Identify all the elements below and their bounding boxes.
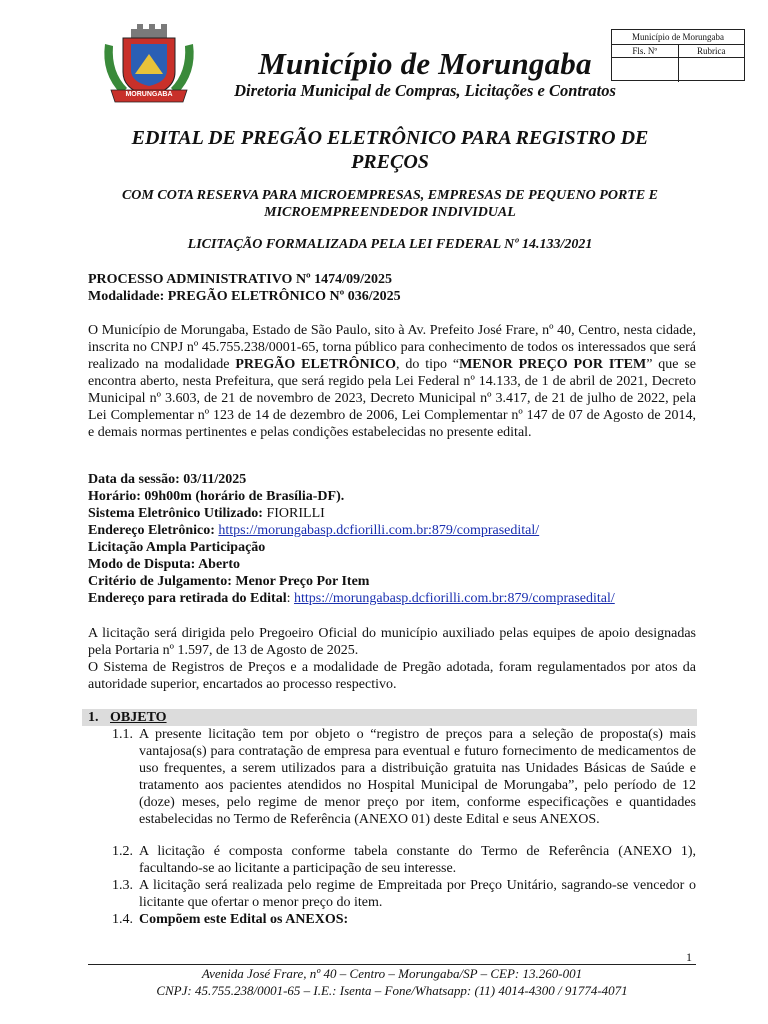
intro-text-e: ” que se encontra aberto, nesta Prefeitura, que será regido pela Lei Federal nº 14.133, de 1 de abril de 2021, Decreto Municipal nº 3.603, de 21 de novembro de 2023, Decreto Municipal nº 3.417, de 21 de julho de 2022, pela Lei Complementar nº 123 de 14 de dezembro de 2006, Lei Complementar nº 147 de 07 de Agosto de 2014, e demais normas pertinentes e pelas condições estabelecidas no presente edital. [88,357,696,440]
stamp-rubrica-cell [679,58,745,82]
cota-reserva-heading [80,187,700,221]
edital-title-line2: PREÇOS [351,151,429,173]
edital-title-line1: EDITAL DE PREGÃO ELETRÔNICO PARA REGISTRO DE [131,127,649,149]
retirada-line: Endereço para retirada do Edital: https://morungabasp.dcfiorilli.com.br:879/comprasedital/ [88,591,615,606]
system-label: Sistema Eletrônico Utilizado: [88,506,263,521]
department-subtitle: Diretoria Municipal de Compras, Licitações e Contratos [234,81,616,100]
list-item [112,911,696,928]
modalidade: Modalidade: PREGÃO ELETRÔNICO Nº 036/2025 [88,289,401,304]
system-line [88,505,615,522]
item-text: A licitação é composta conforme tabela constante do Termo de Referência (ANEXO 1), facultando-se ao licitante a participação de seu interesse. [139,844,696,876]
list-item [112,843,696,877]
intro-text-bold-pregao: PREGÃO ELETRÔNICO [235,357,397,372]
item-number: 1.2. [112,844,133,859]
item-text: A licitação será realizada pelo regime de Empreitada por Preço Unitário, sagrando-se vencedor o licitante que ofertar o menor preço do item. [139,878,696,910]
stamp-folio-label: Fls. Nº [612,45,679,57]
crest-banner-text: MORUNGABA [125,91,173,98]
stamp-folio-cell [612,58,679,82]
intro-paragraph [88,322,696,441]
item-text: A presente licitação tem por objeto o “registro de preços para a seleção de proposta(s) mais vantajosa(s) para contratação de empresa para eventual e futuro fornecimento de medicamentos de uso frequentes, a serem utilizados para a distribuição gratuita nas Unidades Básicas de Saúde e tratamento aos pacientes atendidos no Hospital Municipal de Morungaba”, pelo período de 12 (doze) meses, pelo regime de menor preço por item, conforme especificações e quantidades estabelecidas no Termo de Referência (ANEXO 01) deste Edital e seus ANEXOS. [139,727,696,827]
section-number: 1. [88,710,99,725]
stamp-heading: Município de Morungaba [612,30,744,45]
process-block [88,271,401,305]
footer-contact: CNPJ: 45.755.238/0001-65 – I.E.: Isenta – Fone/Whatsapp: (11) 4014-4300 / 91774-4071 [156,983,628,998]
electronic-address-line [88,522,615,539]
lei-heading: LICITAÇÃO FORMALIZADA PELA LEI FEDERAL Nº 14.133/2021 [187,237,593,252]
edital-title [100,126,680,174]
list-item [112,877,696,911]
retirada-link[interactable]: https://morungabasp.dcfiorilli.com.br:879/comprasedital/ [293,591,615,606]
section-title: OBJETO [110,710,167,725]
cota-line2: MICROEMPREENDEDOR INDIVIDUAL [264,205,516,220]
municipal-crest [101,24,197,106]
intro-text-a: O Município de Morungaba, Estado de São Paulo, sito à Av. Prefeito José Frare, nº 40, Centro, nesta cidade, inscrita no CNPJ nº 45.755.238/0001-65, torna público para conhecimento de todos os interessados que será realizado na modalidade [88,323,696,372]
session-date: Data da sessão: 03/11/2025 [88,472,247,487]
page-number: 1 [686,950,692,964]
section-shading [82,709,697,726]
electronic-address-link[interactable]: https://morungabasp.dcfiorilli.com.br:879/comprasedital/ [218,523,540,538]
cota-line1: COM COTA RESERVA PARA MICROEMPRESAS, EMPRESAS DE PEQUENO PORTE E [121,188,659,203]
list-item [112,726,696,828]
stamp-rubrica-label: Rubrica [697,46,726,56]
item-number: 1.1. [112,727,133,742]
item-number: 1.4. [112,912,133,927]
item-number: 1.3. [112,878,133,893]
intro-text-c: , do tipo “ [396,357,460,372]
system-value: FIORILLI [262,506,325,521]
modo-disputa: Modo de Disputa: Aberto [88,557,241,572]
ampla-participacao: Licitação Ampla Participação [88,540,266,555]
session-time: Horário: 09h00m (horário de Brasília-DF). [88,489,345,504]
electronic-address-label: Endereço Eletrônico: [88,523,215,538]
section-1-heading [88,709,167,726]
retirada-label: Endereço para retirada do Edital [88,591,287,606]
item-text: Compõem este Edital os ANEXOS: [139,912,349,927]
processo-number: PROCESSO ADMINISTRATIVO Nº 1474/09/2025 [88,272,392,287]
footer-address: Avenida José Frare, nº 40 – Centro – Morungaba/SP – CEP: 13.260-001 [201,966,583,981]
pregoeiro-paragraph: A licitação será dirigida pelo Pregoeiro Oficial do município auxiliado pelas equipes de apoio designadas pela Portaria nº 1.597, de 13 de Agosto de 2025. [88,626,696,658]
criterio-julgamento: Critério de Julgamento: Menor Preço Por Item [88,574,370,589]
page-stamp-box [611,29,745,81]
footer-divider [88,964,696,965]
srp-paragraph: O Sistema de Registros de Preços e a modalidade de Pregão adotada, foram regulamentados por atos da autoridade superior, encartados ao processo respectivo. [88,660,696,692]
municipality-title: Município de Morungaba [258,46,592,81]
intro-text-bold-menor-preco: MENOR PREÇO POR ITEM [459,357,647,372]
session-info [88,471,615,607]
